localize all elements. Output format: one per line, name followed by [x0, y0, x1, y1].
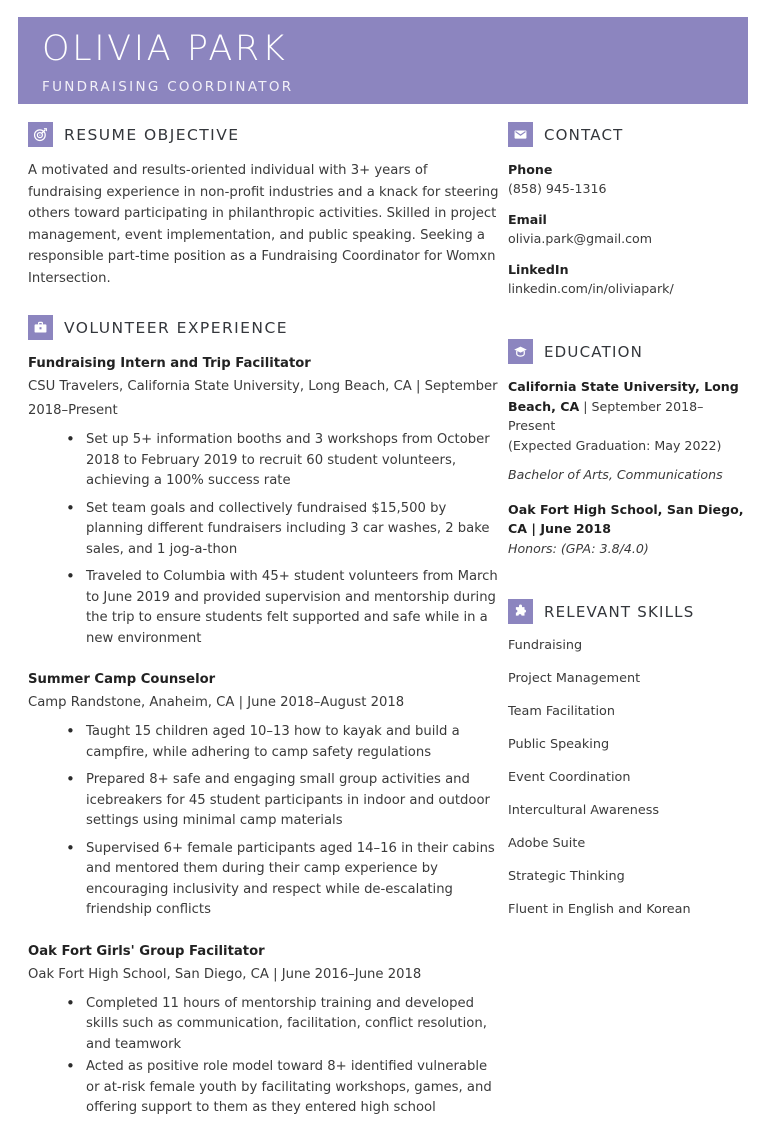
- objective-text: A motivated and results-oriented individual with 3+ years of fundraising experience in non-profit industries and a knack for steering others toward participating in philanthropic activities. Skilled in project management, event implementation, and public speaking. Seeking a responsible part-time position as a Fundraising Coordinator for Womxn Intersection.: [28, 163, 499, 286]
- contact-entry-linkedin: [508, 260, 750, 299]
- envelope-icon: [508, 122, 533, 147]
- section-header-volunteer: [28, 315, 500, 340]
- experience-bullets: [28, 994, 500, 1119]
- education-dates: September 2018–Present: [508, 398, 704, 433]
- target-icon: [28, 122, 53, 147]
- section-title-skills: RELEVANT SKILLS: [544, 602, 695, 621]
- list-item: • Acted as positive role model toward 8+ identified vulnerable or at-risk female youth by facilitating workshops, games, and offering support to them as they entered high school: [66, 1057, 500, 1119]
- experience-entry: [28, 941, 500, 987]
- experience-meta: CSU Travelers, California State University, Long Beach, CA | September 2018–Present: [28, 379, 498, 418]
- resume-body: [0, 122, 768, 1139]
- section-header-contact: [508, 122, 750, 147]
- list-item: • Set team goals and collectively fundraised $15,500 by planning different fundraisers including 3 car washes, 2 bake sales, and 1 jog-a-thon: [66, 499, 500, 561]
- list-item: • Prepared 8+ safe and engaging small group activities and icebreakers for 45 student participants in indoor and outdoor settings using minimal camp materials: [66, 770, 500, 832]
- list-item: Team Facilitation: [508, 704, 615, 719]
- contact-value[interactable]: (858) 945-1316: [508, 181, 607, 196]
- spacer: [508, 573, 750, 599]
- list-item: • Taught 15 children aged 10–13 how to kayak and build a campfire, while adhering to camp safety regulations: [66, 722, 500, 763]
- education-school-line: [508, 377, 750, 436]
- experience-bullets: [28, 430, 500, 649]
- education-entry: [508, 377, 750, 485]
- puzzle-piece-icon: [508, 599, 533, 624]
- section-title-contact: CONTACT: [544, 125, 624, 144]
- candidate-name: OLIVIA PARK: [42, 29, 288, 69]
- briefcase-icon: [28, 315, 53, 340]
- education-graduation: (Expected Graduation: May 2022): [508, 437, 722, 453]
- contact-value[interactable]: linkedin.com/in/oliviapark/: [508, 281, 674, 296]
- list-item: • Completed 11 hours of mentorship training and developed skills such as communication, facilitation, conflict resolution, and teamwork: [66, 994, 500, 1056]
- experience-meta: Camp Randstone, Anaheim, CA | June 2018–August 2018: [28, 695, 405, 710]
- list-item: Intercultural Awareness: [508, 803, 660, 818]
- section-header-objective: [28, 122, 500, 147]
- spacer: [508, 310, 750, 339]
- contact-label: Email: [508, 212, 547, 227]
- section-header-skills: [508, 599, 750, 624]
- list-item: Adobe Suite: [508, 836, 586, 851]
- list-item: • Supervised 6+ female participants aged 14–16 in their cabins and mentored them during their camp experience by encouraging inclusivity and respect while de-escalating friendship conflicts: [66, 839, 500, 921]
- list-item: Fluent in English and Korean: [508, 902, 691, 917]
- graduation-cap-icon: [508, 339, 533, 364]
- experience-entry: [28, 669, 500, 715]
- list-item: Strategic Thinking: [508, 869, 625, 884]
- experience-role: Fundraising Intern and Trip Facilitator: [28, 356, 311, 371]
- header-banner: [18, 17, 748, 104]
- section-title-volunteer: VOLUNTEER EXPERIENCE: [64, 318, 288, 337]
- experience-role: Oak Fort Girls' Group Facilitator: [28, 943, 265, 959]
- experience-bullets: [28, 722, 500, 921]
- experience-role: Summer Camp Counselor: [28, 672, 216, 687]
- contact-entry-email: [508, 210, 750, 249]
- education-school: California State University, Long Beach, CA: [508, 379, 739, 414]
- education-entry: [508, 500, 750, 559]
- list-item: • Set up 5+ information booths and 3 workshops from October 2018 to February 2019 to recruit 60 student volunteers, achieving a 100% success rate: [66, 430, 500, 492]
- experience-entry: [28, 353, 500, 423]
- section-title-objective: RESUME OBJECTIVE: [64, 125, 240, 144]
- list-item: Fundraising: [508, 638, 583, 653]
- contact-value[interactable]: olivia.park@gmail.com: [508, 231, 653, 246]
- list-item: Project Management: [508, 671, 641, 686]
- list-item: • Traveled to Columbia with 45+ student volunteers from March to June 2019 and provided supervision and mentorship during the trip to ensure students felt supported and safe while in a new environment: [66, 567, 500, 649]
- list-item: Public Speaking: [508, 737, 610, 752]
- contact-label: LinkedIn: [508, 262, 569, 277]
- education-honors: Honors: (GPA: 3.8/4.0): [508, 540, 649, 556]
- candidate-job-title: FUNDRAISING COORDINATOR: [42, 79, 294, 95]
- section-header-education: [508, 339, 750, 364]
- education-school: Oak Fort High School, San Diego, CA | June 2018: [508, 501, 744, 536]
- left-column: [0, 122, 500, 1139]
- section-title-education: EDUCATION: [544, 342, 643, 361]
- education-separator: |: [579, 398, 592, 414]
- list-item: Event Coordination: [508, 770, 631, 785]
- education-degree: Bachelor of Arts, Communications: [508, 467, 723, 482]
- contact-label: Phone: [508, 162, 553, 177]
- education-school-line: [508, 500, 750, 539]
- contact-entry-phone: [508, 160, 750, 199]
- experience-meta: Oak Fort High School, San Diego, CA | June 2016–June 2018: [28, 966, 422, 982]
- right-column: [500, 122, 768, 934]
